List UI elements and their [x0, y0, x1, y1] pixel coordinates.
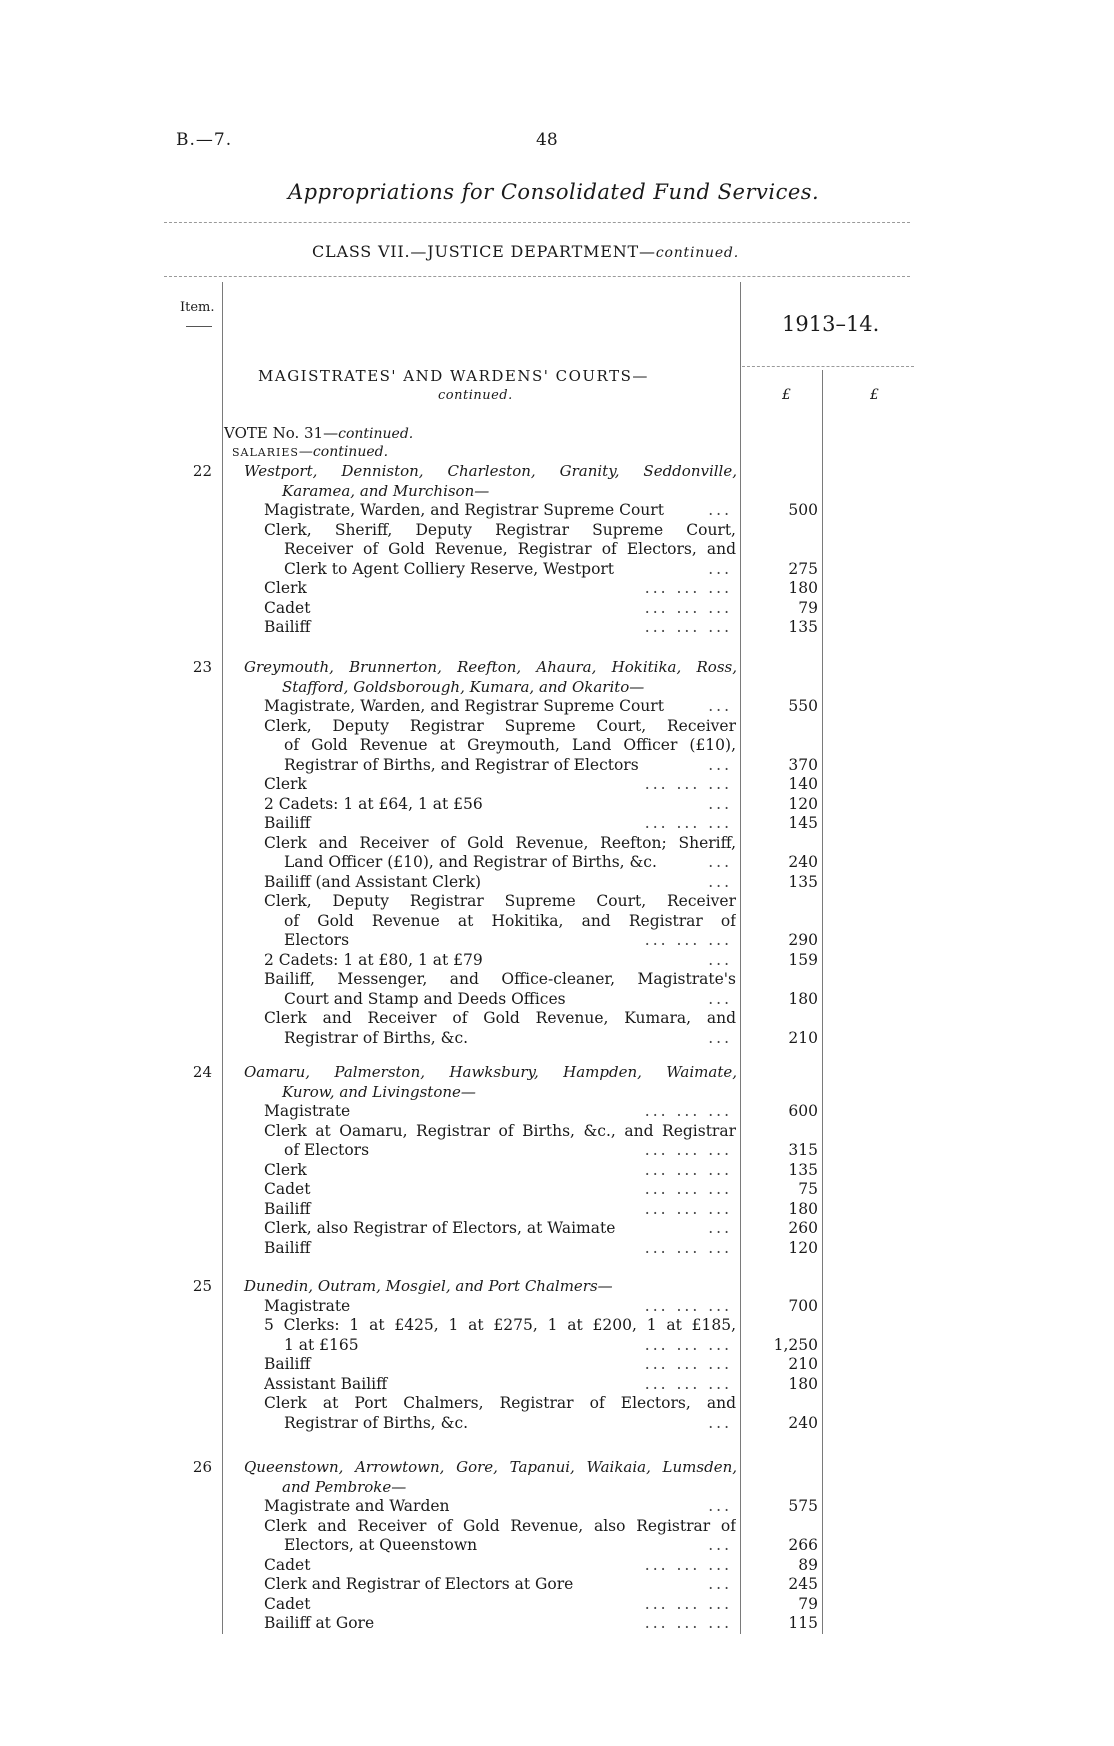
item-column-heading: Item.: [180, 300, 215, 315]
salary-line-text: Cadet: [264, 1594, 311, 1613]
court-group-title: [244, 1458, 737, 1497]
salary-line-text: Clerk to Agent Colliery Reserve, Westport: [284, 559, 615, 578]
dot-leader: ... ... ...: [644, 814, 732, 832]
dot-leader: ... ... ...: [644, 1614, 732, 1632]
salary-line: [264, 1122, 736, 1142]
salary-line-text: Bailiff: [264, 814, 311, 832]
court-group-title: [244, 462, 737, 501]
salary-line-text: Electors, at Queenstown: [284, 1536, 478, 1554]
salaries-heading: SALARIES: [232, 446, 299, 459]
salary-line: [264, 1219, 736, 1239]
salary-lines: [264, 1497, 736, 1634]
dot-leader: ... ... ...: [644, 618, 732, 636]
salary-amount: 500: [788, 501, 818, 519]
salary-line-text: Registrar of Births, and Registrar of Electors: [284, 755, 639, 774]
salary-line: [264, 1297, 736, 1317]
dot-leader: ... ... ...: [644, 1160, 732, 1179]
salary-amount: 180: [788, 579, 818, 597]
dot-leader: ...: [708, 989, 732, 1008]
dot-leader: ...: [708, 794, 732, 813]
salary-line-text: 2 Cadets: 1 at £64, 1 at £56: [264, 794, 483, 813]
salary-line: [264, 1161, 736, 1181]
salary-amount: 600: [788, 1102, 818, 1120]
salary-line: [264, 1102, 736, 1122]
dot-leader: ...: [708, 1575, 732, 1593]
salary-line: [264, 912, 736, 932]
salary-line-text: Magistrate and Warden: [264, 1497, 450, 1515]
salary-line-text: Clerk, Deputy Registrar Supreme Court, Receiver: [264, 892, 736, 910]
salary-line-text: Clerk, Sheriff, Deputy Registrar Supreme Court,: [264, 520, 736, 539]
currency-label-1: £: [782, 387, 791, 403]
court-group-title-line: Queenstown, Arrowtown, Gore, Tapanui, Waikaia, Lumsden,: [244, 1458, 737, 1476]
salary-line-text: Clerk and Registrar of Electors at Gore: [264, 1575, 574, 1593]
salary-amount: 550: [788, 697, 818, 715]
salary-line-text: Bailiff: [264, 1238, 311, 1257]
salary-line: [264, 521, 736, 541]
section-continued: continued.: [438, 388, 513, 403]
salary-amount: 159: [788, 950, 818, 969]
court-group-title-line: Westport, Denniston, Charleston, Granity, Seddonville,: [244, 462, 737, 480]
dot-leader: ... ... ...: [644, 1594, 732, 1613]
salary-line: [264, 1029, 736, 1049]
salary-line: [264, 990, 736, 1010]
item-number: 23: [192, 658, 212, 676]
court-group-title-line: and Pembroke—: [282, 1477, 407, 1496]
salary-line: [264, 873, 736, 893]
salary-line-text: Clerk, Deputy Registrar Supreme Court, Receiver: [264, 716, 736, 735]
dot-leader: ... ... ...: [644, 579, 732, 597]
salary-line: [264, 618, 736, 638]
salary-line: [264, 1141, 736, 1161]
class-title: [312, 242, 739, 261]
dot-leader: ...: [708, 755, 732, 774]
salary-line-text: Magistrate: [264, 1102, 351, 1120]
salary-line-text: Bailiff: [264, 618, 311, 636]
salary-line-text: Bailiff: [264, 1355, 311, 1373]
salary-amount: 1,250: [773, 1335, 818, 1354]
salary-line: [264, 1414, 736, 1434]
salary-line-text: Clerk: [264, 775, 307, 793]
dot-leader: ...: [708, 1028, 732, 1047]
dot-leader: ...: [708, 501, 732, 519]
item-number: 25: [192, 1277, 212, 1295]
salary-amount: 240: [788, 1413, 818, 1432]
salary-line-text: Bailiff: [264, 1199, 311, 1218]
dot-leader: ... ... ...: [644, 1374, 732, 1393]
salary-line-text: Cadet: [264, 1180, 311, 1198]
salary-line: [264, 540, 736, 560]
salary-line: [264, 814, 736, 834]
dot-leader: ... ... ...: [644, 1355, 732, 1373]
salary-line-text: Receiver of Gold Revenue, Registrar of Electors, and: [284, 540, 736, 558]
salary-line: [264, 1316, 736, 1336]
salary-line-text: Clerk and Receiver of Gold Revenue, Kumara, and: [264, 1009, 736, 1027]
salary-lines: [264, 1102, 736, 1258]
dot-leader: ...: [708, 872, 732, 891]
header-rule: [164, 222, 910, 223]
salary-line: [264, 756, 736, 776]
salary-line: [264, 1517, 736, 1537]
court-group-title-line: Stafford, Goldsborough, Kumara, and Okarito—: [282, 677, 645, 696]
salary-line-text: Magistrate, Warden, and Registrar Supreme Court: [264, 501, 664, 519]
salary-line: [264, 1336, 736, 1356]
salary-line: [264, 931, 736, 951]
salary-amount: 315: [788, 1141, 818, 1159]
court-group-title-line: Karamea, and Murchison—: [282, 481, 490, 500]
class-title-main: CLASS VII.—JUSTICE DEPARTMENT—: [312, 242, 656, 261]
dot-leader: ...: [708, 1497, 732, 1515]
amount-subcolumn-divider: [822, 370, 823, 1634]
salary-amount: 79: [798, 598, 818, 617]
salary-line-text: Cadet: [264, 1555, 311, 1574]
salary-amount: 145: [788, 814, 818, 832]
salary-line: [264, 970, 736, 990]
salary-line: [264, 1355, 736, 1375]
salaries-label: [232, 444, 388, 460]
salary-line: [264, 599, 736, 619]
court-group-title-line: Dunedin, Outram, Mosgiel, and Port Chalmers—: [244, 1277, 613, 1295]
dot-leader: ... ... ...: [644, 1555, 732, 1574]
salaries-continued: —continued.: [298, 444, 389, 460]
dot-leader: ... ... ...: [644, 775, 732, 793]
salary-amount: 245: [788, 1575, 818, 1593]
salary-line: [264, 834, 736, 854]
vote-number: VOTE No. 31—: [224, 424, 339, 442]
salary-line: [264, 736, 736, 756]
salary-amount: 140: [788, 775, 818, 793]
dot-leader: ... ... ...: [644, 1296, 732, 1315]
salary-line: [264, 1595, 736, 1615]
court-group-title-line: Greymouth, Brunnerton, Reefton, Ahaura, Hokitika, Ross,: [244, 658, 737, 676]
salary-line: [264, 1497, 736, 1517]
salary-amount: 180: [788, 1374, 818, 1393]
item-number: 22: [192, 462, 212, 480]
year-head-rule: [742, 366, 914, 367]
item-column-divider: [222, 282, 223, 1634]
court-group-title: [244, 658, 737, 697]
salary-line-text: Bailiff (and Assistant Clerk): [264, 872, 482, 891]
amount-column-divider: [740, 282, 741, 1634]
salary-line: [264, 560, 736, 580]
salary-lines: [264, 1297, 736, 1434]
salary-line-text: Registrar of Births, &c.: [284, 1413, 469, 1432]
salary-line-text: Registrar of Births, &c.: [284, 1028, 469, 1047]
salary-amount: 266: [788, 1536, 818, 1554]
salary-amount: 210: [788, 1355, 818, 1373]
salary-line: [264, 1394, 736, 1414]
salary-line: [264, 717, 736, 737]
dot-leader: ...: [708, 950, 732, 969]
item-number: 26: [192, 1458, 212, 1476]
item-heading-underline: [186, 326, 212, 327]
salary-line: [264, 1239, 736, 1259]
salary-line: [264, 853, 736, 873]
salary-line-text: Clerk: [264, 1160, 307, 1179]
item-number: 24: [192, 1063, 212, 1081]
salary-line-text: Bailiff, Messenger, and Office-cleaner, Magistrate's: [264, 970, 736, 988]
salary-amount: 240: [788, 853, 818, 871]
salary-line: [264, 1180, 736, 1200]
salary-line-text: Magistrate: [264, 1296, 351, 1315]
court-group-title-line: Kurow, and Livingstone—: [282, 1082, 476, 1101]
salary-line: [264, 795, 736, 815]
salary-line-text: Electors: [284, 931, 350, 949]
salary-line-text: Clerk and Receiver of Gold Revenue, also Registrar of: [264, 1516, 736, 1535]
salary-line: [264, 1200, 736, 1220]
dot-leader: ... ... ...: [644, 1141, 732, 1159]
salary-amount: 180: [788, 1199, 818, 1218]
class-title-continued: continued.: [655, 245, 739, 261]
salary-line: [264, 951, 736, 971]
section-title: MAGISTRATES' AND WARDENS' COURTS—: [258, 367, 649, 385]
salary-amount: 290: [788, 931, 818, 949]
salary-line: [264, 1009, 736, 1029]
document-code: B.—7.: [176, 130, 233, 150]
dot-leader: ...: [708, 853, 732, 871]
salary-amount: 120: [788, 1238, 818, 1257]
salary-line: [264, 775, 736, 795]
salary-line-text: Clerk, also Registrar of Electors, at Waimate: [264, 1219, 616, 1237]
salary-line-text: Land Officer (£10), and Registrar of Births, &c.: [284, 853, 657, 871]
salary-amount: 79: [798, 1594, 818, 1613]
salary-amount: 89: [798, 1555, 818, 1574]
salary-line: [264, 1575, 736, 1595]
currency-label-2: £: [870, 387, 879, 403]
salary-amount: 135: [788, 618, 818, 636]
salary-line-text: Bailiff at Gore: [264, 1614, 375, 1632]
dot-leader: ...: [708, 697, 732, 715]
court-group-title: [244, 1063, 737, 1102]
salary-amount: 575: [788, 1497, 818, 1515]
salary-line-text: Clerk and Receiver of Gold Revenue, Reefton; Sheriff,: [264, 833, 736, 852]
salary-lines: [264, 501, 736, 638]
salary-amount: 115: [788, 1614, 818, 1632]
salary-line: [264, 1536, 736, 1556]
dot-leader: ... ... ...: [644, 1102, 732, 1120]
salary-line-text: of Gold Revenue at Greymouth, Land Officer (£10),: [284, 736, 736, 754]
salary-line-text: Clerk at Oamaru, Registrar of Births, &c., and Registrar: [264, 1121, 736, 1140]
dot-leader: ...: [708, 1413, 732, 1432]
vote-continued: continued.: [338, 426, 414, 442]
salary-line-text: of Gold Revenue at Hokitika, and Registrar of: [284, 911, 736, 930]
salary-amount: 700: [788, 1296, 818, 1315]
dot-leader: ... ... ...: [644, 931, 732, 949]
salary-line-text: Assistant Bailiff: [264, 1374, 388, 1393]
salary-line-text: of Electors: [284, 1141, 370, 1159]
salary-amount: 210: [788, 1028, 818, 1047]
salary-line-text: Clerk at Port Chalmers, Registrar of Electors, and: [264, 1394, 736, 1412]
salary-line-text: 1 at £165: [284, 1335, 359, 1354]
salary-line-text: 2 Cadets: 1 at £80, 1 at £79: [264, 950, 483, 969]
dot-leader: ... ... ...: [644, 1199, 732, 1218]
salary-line: [264, 1375, 736, 1395]
salary-line: [264, 1614, 736, 1634]
salary-line: [264, 579, 736, 599]
dot-leader: ...: [708, 1536, 732, 1554]
dot-leader: ...: [708, 559, 732, 578]
salary-line-text: Court and Stamp and Deeds Offices: [284, 989, 566, 1008]
salary-line-text: Cadet: [264, 598, 311, 617]
dot-leader: ... ... ...: [644, 1238, 732, 1257]
court-group-title: [244, 1277, 737, 1297]
dot-leader: ... ... ...: [644, 1180, 732, 1198]
dot-leader: ...: [708, 1219, 732, 1237]
salary-amount: 275: [788, 559, 818, 578]
salary-amount: 75: [798, 1180, 818, 1198]
salary-amount: 120: [788, 794, 818, 813]
salary-line: [264, 697, 736, 717]
salary-line-text: Magistrate, Warden, and Registrar Supreme Court: [264, 697, 664, 715]
year-heading: 1913–14.: [782, 312, 880, 336]
salary-amount: 135: [788, 1160, 818, 1179]
dot-leader: ... ... ...: [644, 598, 732, 617]
salary-line: [264, 892, 736, 912]
salary-line-text: 5 Clerks: 1 at £425, 1 at £275, 1 at £200, 1 at £185,: [264, 1316, 736, 1334]
vote-label: [224, 424, 413, 442]
table-top-rule: [164, 276, 910, 277]
page-number: 48: [536, 130, 558, 150]
salary-amount: 135: [788, 872, 818, 891]
salary-amount: 260: [788, 1219, 818, 1237]
court-group-title-line: Oamaru, Palmerston, Hawksbury, Hampden, Waimate,: [244, 1063, 737, 1081]
salary-line-text: Clerk: [264, 579, 307, 597]
dot-leader: ... ... ...: [644, 1335, 732, 1354]
salary-line: [264, 1556, 736, 1576]
salary-lines: [264, 697, 736, 1048]
salary-amount: 180: [788, 989, 818, 1008]
salary-line: [264, 501, 736, 521]
salary-amount: 370: [788, 755, 818, 774]
page-title: Appropriations for Consolidated Fund Services.: [288, 180, 820, 204]
